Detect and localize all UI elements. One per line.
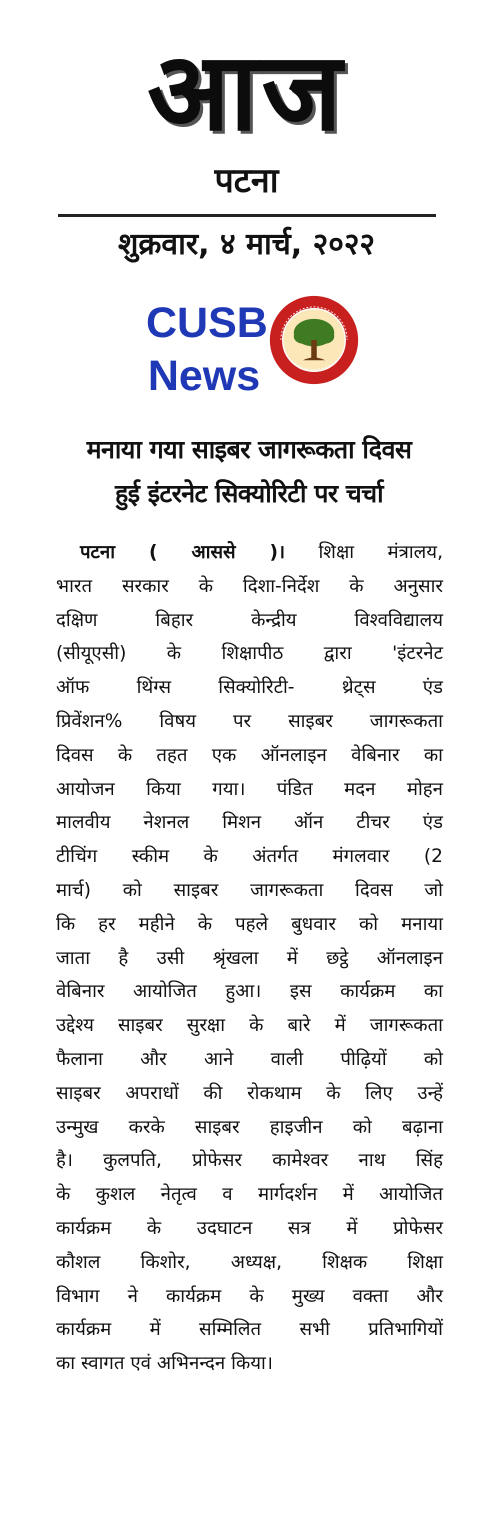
- body-line: दक्षिण बिहार केन्द्रीय विश्वविद्यालय: [56, 609, 443, 631]
- newspaper-masthead: आज: [147, 29, 346, 155]
- body-line: कार्यक्रम के उदघाटन सत्र में प्रोफेसर: [56, 1217, 443, 1239]
- article-body: [56, 536, 443, 1381]
- university-seal-icon: [268, 294, 360, 386]
- body-line: दिवस के तहत एक ऑनलाइन वेबिनार का: [56, 744, 443, 766]
- body-line: उद्देश्य साइबर सुरक्षा के बारे में जागरूकता: [56, 1015, 443, 1037]
- body-line: भारत सरकार के दिशा-निर्देश के अनुसार: [56, 575, 443, 597]
- body-line: (सीयूएसी) के शिक्षापीठ द्वारा 'इंटरनेट: [56, 643, 443, 665]
- body-line: प्रिवेंशन% विषय पर साइबर जागरूकता: [56, 710, 443, 732]
- body-line: मार्च) को साइबर जागरूकता दिवस जो: [56, 879, 443, 901]
- cusb-news-logo: [146, 299, 268, 408]
- body-line: कार्यक्रम में सम्मिलित सभी प्रतिभागियों: [56, 1319, 443, 1341]
- body-line: शिक्षा मंत्रालय,: [318, 542, 443, 563]
- body-line: के कुशल नेतृत्व व मार्गदर्शन में आयोजित: [56, 1184, 443, 1206]
- article-first-line: [56, 536, 443, 570]
- edition-date: शुक्रवार, ४ मार्च, २०२२: [117, 227, 376, 262]
- body-line: जाता है उसी श्रृंखला में छट्ठे ऑनलाइन: [56, 947, 443, 969]
- body-line: उन्मुख करके साइबर हाइजीन को बढ़ाना: [56, 1116, 443, 1138]
- body-line: कौशल किशोर, अध्यक्ष, शिक्षक शिक्षा: [56, 1251, 443, 1273]
- body-line: कि हर महीने के पहले बुधवार को मनाया: [56, 913, 443, 935]
- body-line: है। कुलपति, प्रोफेसर कामेश्वर नाथ सिंह: [56, 1150, 443, 1172]
- body-line: विभाग ने कार्यक्रम के मुख्य वक्ता और: [56, 1285, 443, 1307]
- body-line: ऑफ थिंग्स सिक्योरिटी- थ्रेट्स एंड: [56, 677, 443, 699]
- headline-line-2: हुई इंटरनेट सिक्योरिटी पर चर्चा: [114, 479, 384, 508]
- headline-line-1: मनाया गया साइबर जागरूकता दिवस: [86, 435, 412, 464]
- body-line: साइबर अपराधों की रोकथाम के लिए उन्हें: [56, 1082, 443, 1104]
- logo-line-2: News: [147, 352, 261, 400]
- body-line: फैलाना और आने वाली पीढ़ियों को: [56, 1048, 443, 1070]
- article-headline: [40, 428, 458, 516]
- body-line: वेबिनार आयोजित हुआ। इस कार्यक्रम का: [56, 981, 443, 1003]
- body-line: आयोजन किया गया। पंडित मदन मोहन: [56, 778, 443, 800]
- body-line: का स्वागत एवं अभिनन्दन किया।: [56, 1353, 273, 1375]
- article-dateline: पटना ( आससे )।: [80, 542, 286, 563]
- body-line: टीचिंग स्कीम के अंतर्गत मंगलवार (2: [56, 846, 443, 868]
- logo-line-1: CUSB: [146, 299, 268, 347]
- edition-city: पटना: [214, 161, 279, 201]
- masthead-divider: [58, 214, 436, 217]
- body-line: मालवीय नेशनल मिशन ऑन टीचर एंड: [56, 812, 443, 834]
